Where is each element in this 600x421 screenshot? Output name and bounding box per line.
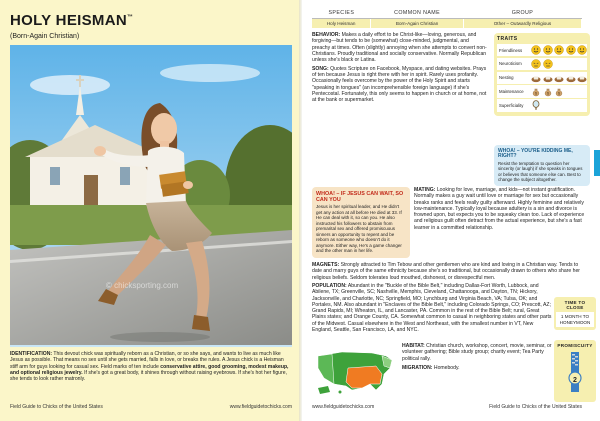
mating-text: Looking for love, marriage, and kids—not instant gratification. Normally makes a guy wait until love or marriage for sex but occasionally breaks ranks and feels really guilty afterward. Highly feminine and relatively low-maintenance. Typically loyal because adultery is a sin and divorce is frowned upon, but expects you to be squeaky clean too. Lack of experience and religious guilt often detract from the actual experience, but she's a fast learner in a committed relationship. <box>414 187 585 231</box>
classification-value-row <box>312 19 582 29</box>
value-species: Holy Heisman <box>312 19 371 29</box>
nest-icon <box>566 73 576 83</box>
illustration <box>10 45 292 347</box>
trait-row <box>497 44 587 56</box>
promiscuity-box <box>554 340 596 402</box>
svg-text:$: $ <box>535 91 537 96</box>
magnets-label: MAGNETS: <box>312 262 340 268</box>
population-text: Abundant in the "Buckle of the Bible Belt," including Dallas-Fort Worth, Lubbock, and Abilene, TX; Greenville, SC; Nashville, Memphis, Cleveland, Chattanooga, and Dayton, TN; Hickory, Jacksonville, and Charlotte, NC; Springfield, MO; Lynchburg and Virginia Beach, VA; Tulsa, OK; and Portales, NM. Also abundant in "Enclaves of the Bible Belt," including Colorado Springs, CO; Prescott, AZ; Grand Rapids, MI; Wheaton, IL, and Lancaster, PA. Common in the rest of the Bible Belt; rural, Great Plains states; and Orange County, CA. Somewhat common to casual in neighboring states and other parts of the Midwest. Casual elsewhere in the West and Northeast, with the smallest number in VT, New England, Seattle, San Francisco, LA, and NYC. <box>312 283 552 333</box>
mating-section <box>414 187 590 231</box>
smiley-face-icon <box>577 45 587 55</box>
whoa-kidding-text: Resist the temptation to question her sincerity (or laugh) if she speaks in tongues or believes that someone else can. Best to change the subject altogether. <box>498 160 583 183</box>
traits-box <box>494 33 590 116</box>
right-page <box>302 0 600 421</box>
behavior-text: Makes a daily effort to be Christ-like—loving, generous, and forgiving—but tends to be (somewhat) close-minded, judgmental, and preachy at times. Often (slightly) annoying when she attempts to convert non-Christians. Proudly traditional and socially conservative. Normally Republican unless she's black or Latina. <box>312 32 487 63</box>
identification-label: IDENTIFICATION: <box>10 351 53 357</box>
trait-name: Superficiality <box>499 102 524 108</box>
smiley-face-icon <box>566 45 576 55</box>
time-to-close-box <box>554 297 596 330</box>
behavior-label: BEHAVIOR: <box>312 32 341 38</box>
nest-icon <box>543 73 553 83</box>
zipper-icon <box>568 352 582 392</box>
whoa-jesus-box <box>312 187 410 258</box>
traits-heading: TRAITS <box>497 36 518 42</box>
left-footer-url: www.fieldguidetochicks.com <box>229 404 292 410</box>
right-footer <box>312 404 582 410</box>
smiley-face-icon <box>543 45 553 55</box>
whoa-kidding-box <box>494 145 590 186</box>
smiley-face-icon <box>531 45 541 55</box>
header-group: GROUP <box>463 8 581 19</box>
value-common-name: Born-Again Christian <box>371 19 464 29</box>
money-bag-icon <box>543 87 553 97</box>
chapter-tab[interactable] <box>594 150 600 176</box>
smiley-face-icon <box>554 45 564 55</box>
trait-rating <box>531 73 587 83</box>
trait-name: Friendliness <box>499 47 523 53</box>
trait-row <box>497 99 587 111</box>
money-bag-icon <box>531 87 541 97</box>
trait-rating <box>531 87 564 97</box>
trait-name: Nesting <box>499 75 514 81</box>
identification-section <box>10 351 292 382</box>
squinting-face-icon <box>543 59 553 69</box>
value-group: Other – Outwardly Religious <box>463 19 581 29</box>
illustration-woman-running-from-church <box>10 45 292 347</box>
migration-label: MIGRATION: <box>402 364 433 371</box>
song-section <box>312 66 487 104</box>
identification-tail: If she's got a great body, it shines through without raising eyebrows. If she's hot her figure, she tends to look rather matronly. <box>10 369 287 383</box>
right-footer-title: Field Guide to Chicks of the United States <box>489 404 582 410</box>
song-text: Quotes Scripture on Facebook, Myspace, and dating websites. Prays of ten because Jesus is right there with her in spirit. Rarely uses profanity. Occasionally feels overcome by the power of the Holy Spirit and starts "speaking in tongues" (an incomprehensible foreign language) if she's Pentecostal. Fortunately, this only seems to happen in church or at home, not at the bank or supermarket. <box>312 65 487 103</box>
squinting-face-icon <box>531 59 541 69</box>
identification-text: This devout chick was spiritually reborn as a Christian, or so she says, and wants to live as much like Jesus as possible. That means no sex until she gets married, falls in love, or breaks the rules. A Jesus chick is a Heisman stiff arm for guys looking for casual sex. Field marks of ten include <box>10 351 284 370</box>
nest-icon <box>554 73 564 83</box>
mirror-icon <box>531 100 541 110</box>
promiscuity-heading: PROMISCUITY <box>557 343 593 348</box>
trait-row <box>497 58 587 70</box>
us-population-map <box>312 344 398 396</box>
magnets-text: Strongly attracted to Tim Tebow and other gentlemen who are kind and loving in a Christian way. Tends to date and marry guys of the same ethnicity because she's so traditional, but occasionally drawn to others who share her religious beliefs. Seldom tolerates loud mouthed, dishonest, or disrespectful men. <box>312 262 580 281</box>
trait-row <box>497 72 587 84</box>
population-section <box>312 283 552 333</box>
magnets-section <box>312 262 582 281</box>
left-footer <box>10 404 292 410</box>
habitat-text: Christian church, workshop, concert, movie, seminar, or volunteer gathering; Bible study group; charity event; Tea Party political rally. <box>402 343 552 362</box>
trait-name: Neuroticism <box>499 61 522 67</box>
classification-header-row <box>312 8 582 19</box>
habitat-label: HABITAT: <box>402 343 425 349</box>
svg-text:$: $ <box>558 91 560 96</box>
identification-field-marks: conservative attire, good grooming, modest makeup, and optional religious jewelry. <box>10 363 289 376</box>
time-to-close-heading: TIME TO CLOSE <box>564 300 586 310</box>
left-footer-title: Field Guide to Chicks of the United States <box>10 404 103 410</box>
trademark-symbol: ™ <box>126 14 133 21</box>
classification-table <box>312 8 582 28</box>
trait-rating <box>531 45 587 55</box>
right-footer-url: www.fieldguidetochicks.com <box>312 404 375 410</box>
population-label: POPULATION: <box>312 283 347 289</box>
habitat-section <box>402 343 552 362</box>
time-to-close-value: 1 MONTH TO HONEYMOON <box>556 312 594 327</box>
behavior-song-column <box>312 32 487 106</box>
migration-section <box>402 365 552 371</box>
svg-text:$: $ <box>546 91 549 96</box>
traits-list <box>497 44 587 112</box>
trait-name: Maintenance <box>499 89 524 95</box>
mating-label: MATING: <box>414 187 436 193</box>
trait-rating <box>531 100 541 110</box>
whoa-jesus-title: WHOA! – IF JESUS CAN WAIT, SO CAN YOU <box>316 191 404 203</box>
nest-icon <box>577 73 587 83</box>
migration-text: Homebody. <box>433 364 460 371</box>
money-bag-icon <box>554 87 564 97</box>
whoa-kidding-title: WHOA! – YOU'RE KIDDING ME, RIGHT? <box>498 148 573 160</box>
behavior-section <box>312 32 487 63</box>
trait-rating <box>531 59 553 69</box>
header-common-name: COMMON NAME <box>371 8 464 19</box>
trait-row <box>497 85 587 97</box>
whoa-jesus-text: Jesus is her spiritual leader, and He didn't get any action at all before He died at 33. If He can deal with it, so can you. He also instructed his followers to abstain from premarital sex and offered promiscuous sinners an opportunity to repent and be reborn as someone who doesn't do it anymore. Either way, He's a game changer and the other man in her life. <box>316 204 402 253</box>
species-title-text: HOLY HEISMAN <box>10 12 127 29</box>
species-subtitle: (Born-Again Christian) <box>10 33 80 40</box>
habitat-migration-section <box>402 343 552 371</box>
promiscuity-value: 2 <box>573 377 577 384</box>
species-title <box>10 12 133 30</box>
song-label: SONG: <box>312 65 329 72</box>
nest-icon <box>531 73 541 83</box>
watermark: © chicksporting.com <box>106 281 179 290</box>
header-species: SPECIES <box>312 8 371 19</box>
